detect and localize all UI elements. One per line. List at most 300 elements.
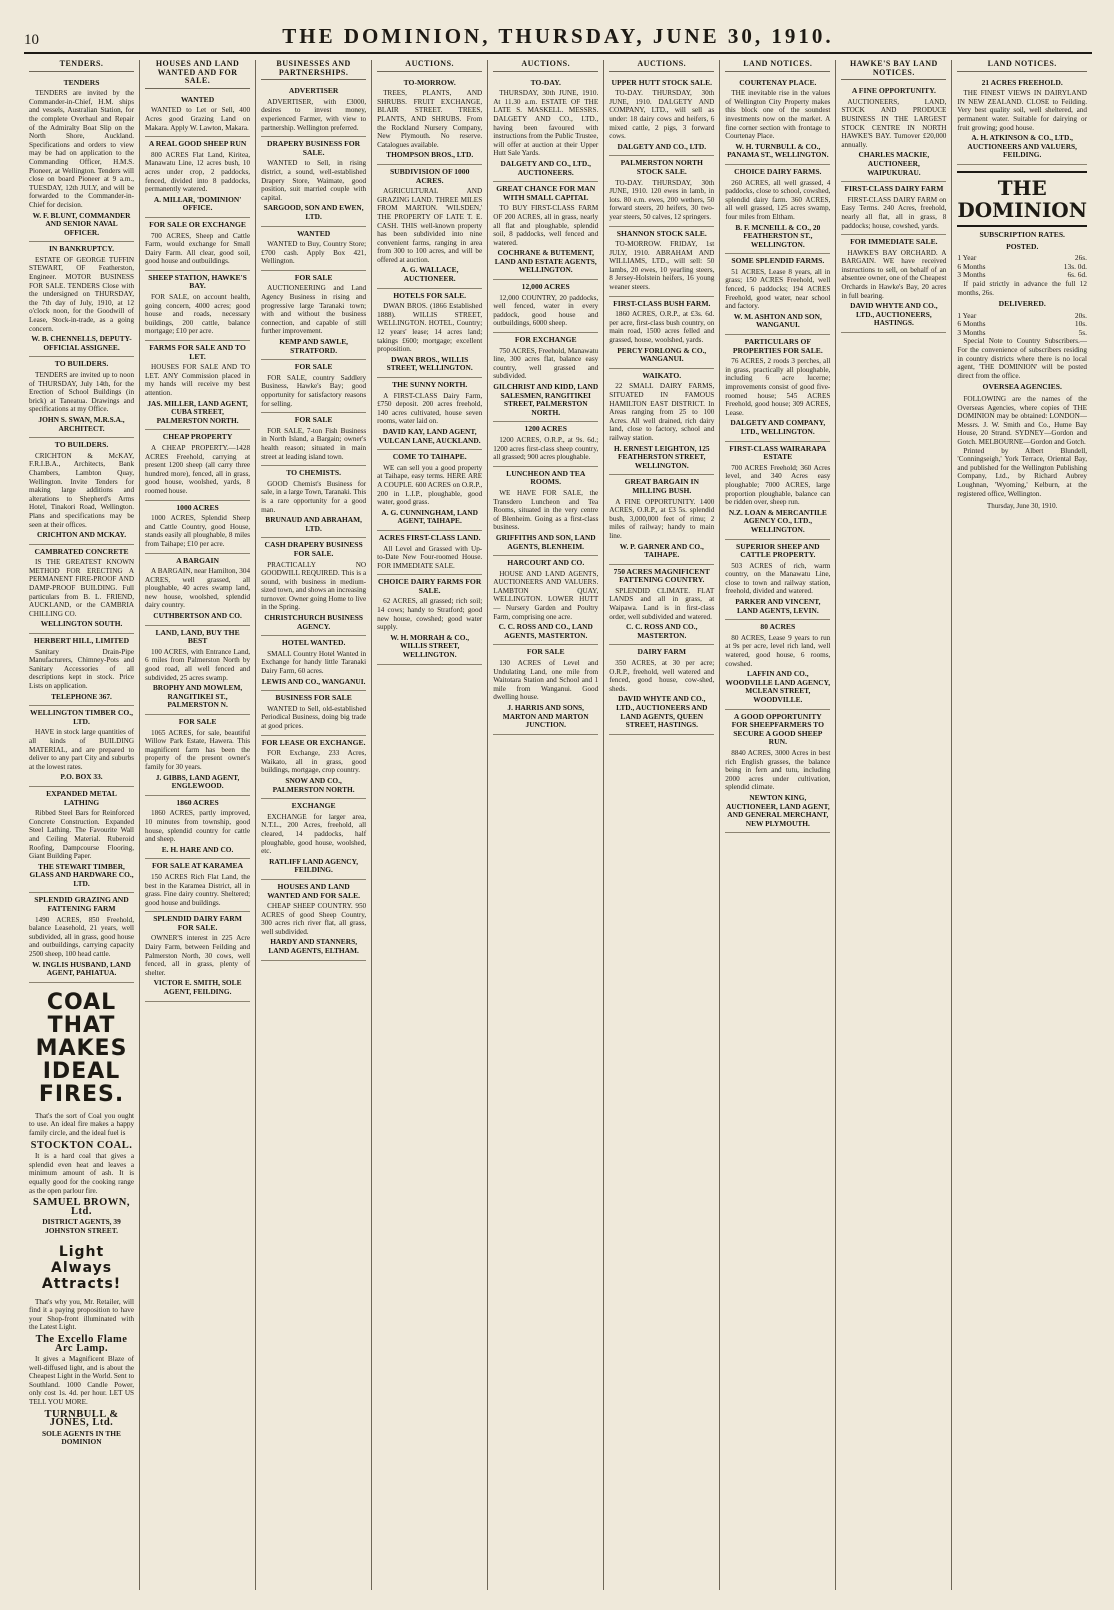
ad-signature: VICTOR E. SMITH, SOLE AGENT, FEILDING. <box>153 978 242 997</box>
ad-body: 22 SMALL DAIRY FARMS, SITUATED IN FAMOUS HAMILTON EAST DISTRICT. In Areas ranging from 25 to 100 Acres. All well drained, rich dairy land, close to factory, school and railway station. <box>609 382 715 442</box>
overseas-label: OVERSEA AGENCIES. <box>982 382 1062 392</box>
ad-title: GREAT BARGAIN IN MILLING BUSH. <box>624 477 699 495</box>
advertisement <box>493 467 598 556</box>
advertisement <box>609 156 714 226</box>
section-heading: BUSINESSES AND PARTNERSHIPS. <box>261 60 366 80</box>
advertisement <box>261 227 366 271</box>
advertisement <box>377 165 482 289</box>
advertisement <box>261 636 366 691</box>
ad-body: 700 ACRES, Sheep and Cattle Farm, would exchange for Small Dairy Farm. All clear, good soil, good house and outbuildings. <box>145 231 251 266</box>
ad-signature: B. F. MCNEILL & CO., 20 FEATHERSTON ST., WELLINGTON. <box>735 222 821 249</box>
advertisement <box>261 360 366 413</box>
ad-title: LAND, LAND, BUY THE BEST <box>155 627 240 646</box>
coal-body: That's the sort of Coal you ought to use. An ideal fire makes a happy family circle, and the ideal fuel is <box>29 1111 135 1137</box>
advertisement <box>145 912 250 1001</box>
ad-signature: A. H. ATKINSON & CO., LTD., AUCTIONEERS AND VALUERS, FEILDING. <box>967 133 1077 160</box>
ad-body: CRICHTON & McKAY, F.R.I.B.A., Architects, Bank Chambers, Lambton Quay, Wellington. Invite Tenders for making large additions and alterations to Shepherd's Arms Hotel, Tinakori Road, Wellington. Plans and specifications may be seen at their offices. <box>29 451 135 529</box>
ad-body: 260 ACRES, all well grassed, 4 paddocks, close to school, cowshed, splendid dairy farm. 360 ACRES, all well grassed, 125 acres swamp, four miles from Eltham. <box>725 178 831 221</box>
advertisement <box>29 787 134 894</box>
ad-body: FOR Exchange, 233 Acres, Waikato, all in grass, good buildings, mortgage, crop country. <box>261 749 367 775</box>
rate-price: 6s. 6d. <box>1067 270 1087 280</box>
advertisement <box>145 430 250 500</box>
ad-body: HAVE in stock large quantities of all kinds of BUILDING MATERIAL, and are prepared to deliver to any part City and suburbs at the lowest rates. <box>29 728 135 771</box>
ad-signature: LAFFIN AND CO., WOODVILLE LAND AGENCY, MCLEAN STREET, WOODVILLE. <box>725 669 831 704</box>
ad-body: A BARGAIN, near Hamilton, 304 ACRES, well grassed, all ploughable, 40 acres swamp land, new house, woolshed, splendid dairy country. <box>145 567 251 610</box>
ad-title: SPLENDID GRAZING AND FATTENING FARM <box>34 895 129 914</box>
advertisement <box>609 475 714 564</box>
advertisement <box>145 859 250 912</box>
ad-signature: BRUNAUD AND ABRAHAM, LTD. <box>265 515 362 533</box>
rate-price: 5s. <box>1078 327 1087 337</box>
ad-signature: A. G. CUNNINGHAM, LAND AGENT, TAIHAPE. <box>381 507 478 526</box>
ad-signature: W. B. CHENNELLS, DEPUTY-OFFICIAL ASSIGNEE. <box>31 334 132 352</box>
ad-signature: DAVID WHYTE AND CO., LTD., AUCTIONEERS, HASTINGS. <box>850 301 938 328</box>
ad-body: 800 ACRES Flat Land, Kiritea, Manawatu Line, 12 acres bush, 10 acres under crop, 2 paddocks, fenced, divided into 8 paddocks, permanently watered. <box>145 150 251 194</box>
ad-title: 21 ACRES FREEHOLD. <box>981 77 1063 87</box>
ad-title: CHOICE DAIRY FARMS FOR SALE. <box>378 577 482 595</box>
ad-title: A FINE OPPORTUNITY. <box>851 86 936 96</box>
light-seller-sub: SOLE AGENTS IN THE DOMINION <box>42 1428 121 1447</box>
ad-signature: W. P. GARNER AND CO., TAIHAPE. <box>619 541 704 560</box>
ad-title: FARMS FOR SALE AND TO LET. <box>149 343 246 361</box>
ad-title: TO BUILDERS. <box>54 440 109 450</box>
coal-brand: STOCKTON COAL. <box>30 1139 133 1151</box>
ad-body: TO-DAY. THURSDAY, 30th JUNE, 1910. DALGETY AND COMPANY, LTD., will sell as under: 18 dairy cows and heifers, 6 mixed cattle, 2 pigs, 3 forward cows. <box>609 89 715 141</box>
advertisement <box>609 76 714 157</box>
ad-signature: GRIFFITHS AND SON, LAND AGENTS, BLENHEIM. <box>495 532 596 551</box>
ad-body: ESTATE OF GEORGE TUFFIN STEWART, OF Featherston, Engineer. MOTOR BUSINESS FOR SALE. TENDERS Close with the undersigned on THURSDAY, the 7th day of July, 1910, at 12 o'clock noon, for the Goodwill of Lease, Stock-in-trade, as a going concern. <box>29 255 135 333</box>
subscription-masthead: THE DOMINION <box>957 171 1087 227</box>
column-1 <box>24 60 140 1590</box>
ad-title: EXCHANGE <box>291 801 336 811</box>
advertisement <box>609 369 714 476</box>
advertisement <box>493 422 598 466</box>
ad-signature: H. ERNEST LEIGHTON, 125 FEATHERSTON STREET, WELLINGTON. <box>613 443 710 470</box>
ad-body: 503 ACRES of rich, warm country, on the Manawatu Line, close to town and railway station, freehold, divided and watered. <box>725 561 831 596</box>
ad-title: 1000 ACRES <box>176 502 219 512</box>
ad-title: WAIKATO. <box>642 370 682 380</box>
ad-title: FOR SALE <box>294 362 333 372</box>
column-7 <box>720 60 836 1590</box>
ad-title: 750 ACRES MAGNIFICENT FATTENING COUNTRY. <box>613 566 710 585</box>
ad-title: FOR IMMEDIATE SALE. <box>850 237 938 247</box>
advertisement <box>261 799 366 880</box>
ad-title: FIRST-CLASS WAIRARAPA ESTATE <box>729 443 827 462</box>
page-number: 10 <box>24 32 39 48</box>
ad-body: 150 ACRES Rich Flat Land, the best in the Karamea District, all in grass. Fine dairy country. Sheltered; good house and buildings. <box>145 872 251 907</box>
delivered-label: DELIVERED. <box>998 299 1046 309</box>
ad-title: A REAL GOOD SHEEP RUN <box>148 139 247 149</box>
ad-body: 350 ACRES, at 30 per acre; O.R.P., freehold, well watered and fenced, good house, cow-shed, sheds. <box>609 659 715 693</box>
ad-body: FOR SALE, on account health, going concern, 4000 acres; good house and roads, necessary buildings, 200 cattle, balance mortgage; £10 per acre. <box>145 293 251 336</box>
ad-title: TO-MORROW. <box>403 77 456 87</box>
ad-title: COURTENAY PLACE. <box>739 77 817 87</box>
ad-signature: PERCY FORLONG & CO., WANGANUI. <box>617 345 707 364</box>
section-heading: TENDERS. <box>29 60 134 72</box>
ad-body: THE FINEST VIEWS IN DAIRYLAND IN NEW ZEALAND. CLOSE to Feilding. Very best quality soil, well sheltered, and permanent water. Suitable for dairying or fruit growing; good house. <box>957 89 1087 132</box>
advertisement <box>725 335 830 442</box>
ad-title: FIRST-CLASS DAIRY FARM <box>844 184 944 194</box>
advertisement <box>725 76 830 165</box>
advertisement <box>493 645 598 734</box>
column-8 <box>836 60 952 1590</box>
ad-body: 76 ACRES, 2 roods 3 perches, all in grass, practically all ploughable, including 6 acre lucerne; improvements consist of good five-roomed house; 545 ACRES Freehold, good house; 309 ACRES, Lease. <box>725 357 831 417</box>
ad-title: EXPANDED METAL LATHING <box>46 788 117 807</box>
ad-signature: N.Z. LOAN & MERCANTILE AGENCY CO., LTD., WELLINGTON. <box>728 507 827 534</box>
ad-body: A CHEAP PROPERTY.—1428 ACRES Freehold, carrying at present 1200 sheep (all carry three hundred more), fenced, all in grass, good house, woolshed, yards, 8 roomed house. <box>145 443 251 495</box>
ad-signature: P.O. BOX 33. <box>60 772 103 782</box>
ad-body: HOUSE AND LAND AGENTS, AUCTIONEERS AND VALUERS. LAMBTON QUAY, WELLINGTON. LOWER HUTT — Nursery Garden and Poultry Farm, comprising one acre. <box>493 569 599 621</box>
ad-body: TENDERS are invited up to noon of THURSDAY, July 14th, for the Erection of School Buildings (in brick) at Taneatua. Drawings and specifications at my Office. <box>29 371 135 414</box>
advertisement <box>261 880 366 961</box>
column-5 <box>488 60 604 1590</box>
ad-title: CAMBRATED CONCRETE <box>34 546 129 556</box>
ad-body: A FINE OPPORTUNITY. 1400 ACRES, O.R.P., at £3 5s. splendid bush, 3,000,000 feet of rimu; 2 miles of railway; handy to main line. <box>609 497 715 540</box>
section-heading: AUCTIONS. <box>377 60 482 72</box>
ad-body: All Level and Grassed with Up-to-Date New Four-roomed House. FOR IMMEDIATE SALE. <box>377 544 483 570</box>
ad-signature: THE STEWART TIMBER, GLASS AND HARDWARE CO., LTD. <box>29 861 134 888</box>
rate-period: 6 Months <box>957 261 986 271</box>
ad-body: SMALL Country Hotel Wanted in Exchange for handy little Taranaki Dairy Farm, 60 acres. <box>261 649 367 676</box>
ad-signature: SNOW AND CO., PALMERSTON NORTH. <box>272 775 355 794</box>
ad-title: PALMERSTON NORTH STOCK SALE. <box>620 158 703 176</box>
advertisement <box>609 565 714 646</box>
ad-signature: DAVID KAY, LAND AGENT, VULCAN LANE, AUCKLAND. <box>378 426 481 445</box>
light-seller: TURNBULL & JONES, Ltd. <box>44 1408 119 1429</box>
column-6 <box>604 60 720 1590</box>
overseas-agencies: FOLLOWING are the names of the Overseas Agencies, where copies of THE DOMINION may be obtained: LONDON—Messrs. J. W. Smith and Co., Hume Bay House, 20 Strand. SYDNEY—Gordon and Gotch. MELBOURNE—Gordon and Gotch. <box>957 395 1087 446</box>
ad-signature: NEWTON KING, AUCTIONEER, LAND AGENT, AND GENERAL MERCHANT, NEW PLYMOUTH. <box>725 792 830 828</box>
advertisement <box>145 341 250 430</box>
advertisement <box>725 540 830 621</box>
ad-signature: DALGETY AND COMPANY, LTD., WELLINGTON. <box>730 418 826 436</box>
light-headline: Light Always Attracts! <box>41 1243 122 1292</box>
rate-period: 1 Year <box>957 253 977 263</box>
ad-title: FOR LEASE OR EXCHANGE. <box>261 737 366 747</box>
advertisement <box>841 182 946 235</box>
ad-title: FOR SALE <box>178 717 217 726</box>
subscription-subtitle: SUBSCRIPTION RATES. <box>979 229 1065 239</box>
section-heading: LAND NOTICES. <box>957 60 1087 72</box>
coal-body-2: It is a hard coal that gives a splendid even heat and leaves a minimum amount of ash. It is equally good for the cooking range as the open parlour fire. <box>29 1152 135 1195</box>
ad-title: SUBDIVISION OF 1000 ACRES. <box>389 166 470 185</box>
advertisement <box>261 466 366 538</box>
ad-body: HAWKE'S BAY ORCHARD. A BARGAIN. WE have received instructions to sell, on behalf of an absentee owner, one of the Cheapest Orchards in Hawke's Bay, 20 acres in full bearing. <box>841 248 947 300</box>
ad-title: WANTED <box>180 94 215 104</box>
ad-title: SHEEP STATION, HAWKE'S BAY. <box>148 272 247 291</box>
masthead-title: THE DOMINION, THURSDAY, JUNE 30, 1910. <box>282 24 834 48</box>
ad-signature: W. H. TURNBULL & CO., PANAMA ST., WELLINGTON. <box>727 141 829 160</box>
advertisement <box>609 297 714 369</box>
coal-seller: SAMUEL BROWN, Ltd. <box>33 1197 130 1217</box>
ad-signature: W. M. ASHTON AND SON, WANGANUI. <box>733 311 822 330</box>
ad-signature: DWAN BROS., WILLIS STREET, WELLINGTON. <box>386 354 473 373</box>
ad-body: WE can sell you a good property at Taihape, easy terms. HERE ARE A COUPLE. 600 ACRES on O.R.P., 200 in L.I.P., ploughable, good water, good grass. <box>377 463 483 507</box>
ad-body: EXCHANGE for larger area, N.T.L., 200 Acres, freehold, all cleared, 14 paddocks, half ploughable, good house, woolshed, etc. <box>261 812 367 856</box>
ad-body: WANTED to Let or Sell, 400 Acres good Grazing Land on Makara. Apply W. Lawton, Makara. <box>145 106 251 132</box>
ad-body: WANTED to Sell, in rising district, a sound, well-established Drapery Store, Waimate, good position, suit married couple with capital. <box>261 159 367 202</box>
ad-title: FOR SALE <box>294 415 333 425</box>
ad-signature: DALGETY AND CO., LTD. <box>617 141 707 151</box>
advertisement <box>493 280 598 333</box>
posted-label: POSTED. <box>1006 241 1039 251</box>
ad-title: 12,000 ACRES <box>521 282 570 292</box>
light-body: That's why you, Mr. Retailer, will find it a paying proposition to have your Shop-front illuminated with the Latest Light. <box>29 1297 135 1332</box>
ad-body: SPLENDID CLIMATE. FLAT LANDS and all in grass, at Waipawa. Land is in first-class order, well subdivided and watered. <box>609 586 715 621</box>
ad-signature: TELEPHONE 367. <box>51 691 112 701</box>
ad-body: 1065 ACRES, for sale, beautiful Willow Park Estate, Hawera. This magnificent farm has been the property of the present owner's family for 30 years. <box>145 728 251 771</box>
advertisement <box>377 450 482 531</box>
advertisement <box>957 76 1087 165</box>
ad-title: FOR SALE AT KARAMEA <box>152 861 244 871</box>
coal-headline: COAL THAT MAKES IDEAL FIRES. <box>35 989 128 1107</box>
ad-signature: JOHN S. SWAN, M.R.S.A., ARCHITECT. <box>38 414 125 433</box>
ad-body: Ribbed Steel Bars for Reinforced Concrete Construction. Expanded Steel Lathing. The Favourite Wall and Ceiling Material. Ruberoid Roofing, Dampcourse Flooring, Giant Building Paper. <box>29 809 135 861</box>
ad-body: FIRST-CLASS DAIRY FARM on Easy Terms. 240 Acres, freehold, nearly all flat, all in grass, 8 paddocks; house, cowshed, yards. <box>841 195 947 230</box>
advertisement <box>377 289 482 378</box>
ad-body: AUCTIONEERS, LAND, STOCK AND PRODUCE BUSINESS IN THE LARGEST STOCK CENTRE IN NORTH HAWKE'S BAY. Turnover £20,000 annually. <box>841 97 947 149</box>
ad-body: OWNER'S interest in 225 Acre Dairy Farm, between Feilding and Palmerston North, 30 cows, well fenced, all in grass, plenty of shelter. <box>145 934 251 977</box>
ad-body: WANTED to Buy, Country Store; £700 cash. Apply Box 421, Wellington. <box>261 240 367 266</box>
country-note: Special Note to Country Subscribers.—For the convenience of subscribers residing in country districts where there is no local agent, 'THE DOMINION' will be posted direct from the office. <box>957 337 1087 380</box>
ad-title: SOME SPLENDID FARMS. <box>731 256 825 266</box>
ad-signature: W. INGLIS HUSBAND, LAND AGENT, PAHIATUA. <box>32 959 131 978</box>
ad-body: 1490 ACRES, 850 Freehold, balance Leasehold, 21 years, well subdivided, all in grass, good house and outbuildings, carrying capacity 2500 sheep, 100 head cattle. <box>29 915 135 959</box>
advertisement <box>261 84 366 137</box>
advertisement <box>725 165 830 254</box>
ad-body: IS THE GREATEST KNOWN METHOD FOR ERECTING A PERMANENT FIRE-PROOF AND DAMP-PROOF BUILDING. Full particulars from B. L. FRIEND, AUCKLAND, or the CAMBRIA CHILLING CO. <box>29 558 135 618</box>
ad-body: WE HAVE FOR SALE, the Transdero Luncheon and Tea Rooms, situated in the very centre of Blenheim. Going as a first-class business. <box>493 488 599 532</box>
advertisement <box>145 218 250 271</box>
ad-body: CHEAP SHEEP COUNTRY. 950 ACRES of good Sheep Country, 300 acres rich river flat, all grass, well subdivided. <box>261 902 367 936</box>
ad-body: 1860 ACRES, partly improved, 10 minutes from township, good house, splendid country for cattle and sheep. <box>145 809 251 844</box>
rate-period: 3 Months <box>957 327 986 337</box>
ad-body: TENDERS are invited by the Commander-in-Chief, H.M. ships and vessels, Australian Station, for the complete Overhaul and Repair of the Admiralty Boat Slip on the North Shore, Auckland. Specifications and orders to view may be had on application to the Commanding Officer, H.M.S. Pioneer, at Wellington. Tenders will close on board Pioneer at 9 a.m., TUESDAY, 12th JULY, and will be forwarded to the Commander-in-Chief for decision. <box>29 89 135 209</box>
ad-body: THURSDAY, 30th JUNE, 1910. At 11.30 a.m. ESTATE OF THE LATE S. MASKELL. MESSRS. DALGETY AND CO., LTD., having been favoured with instructions from the Public Trustee, will offer at auction at their Upper Hutt Sale Yards. <box>493 89 599 158</box>
ad-title: 1200 ACRES <box>524 424 567 434</box>
ad-body: A FIRST-CLASS Dairy Farm, £750 deposit. 200 acres freehold, 140 acres cultivated, house seven rooms, water laid on. <box>377 391 483 426</box>
section-heading: AUCTIONS. <box>609 60 714 72</box>
printer-imprint: Printed by Albert Blundell, 'Conningseigh,' York Terrace, Oriental Bay, and published for the Wellington Publishing Company, Ltd., by Richard Aubrey Loughnan, 'Wyoming,' Kelburn, at the registered office, Wellington. <box>957 446 1087 498</box>
rate-row <box>957 329 1087 338</box>
advertisement <box>377 575 482 664</box>
ad-title: HERBERT HILL, LIMITED <box>33 636 130 646</box>
advertisement <box>145 137 250 218</box>
ad-signature: A. G. WALLACE, AUCTIONEER. <box>400 265 459 284</box>
ad-signature: CHARLES MACKIE, AUCTIONEER, WAIPUKURAU. <box>858 150 930 177</box>
ad-signature: CUTHBERTSON AND CO. <box>153 611 242 621</box>
ad-title: CHOICE DAIRY FARMS. <box>734 166 822 176</box>
ad-signature: SARGOOD, SON AND EWEN, LTD. <box>263 203 364 221</box>
advertisement <box>145 626 250 715</box>
ad-signature: KEMP AND SAWLE, STRATFORD. <box>279 337 349 355</box>
ad-title: CASH DRAPERY BUSINESS FOR SALE. <box>264 540 363 558</box>
ad-body: 62 ACRES, all grassed; rich soil; 14 cows; handy to Stratford; good new house, cowshed; good water supply. <box>377 597 483 632</box>
ad-title: FOR SALE <box>294 272 333 282</box>
advertisement <box>609 645 714 734</box>
section-heading: HOUSES AND LAND WANTED AND FOR SALE. <box>145 60 250 89</box>
ad-body: HOUSES FOR SALE AND TO LET. ANY Commission placed in my hands will receive my best attention. <box>145 363 251 397</box>
ad-title: HOTELS FOR SALE. <box>393 290 467 300</box>
ad-title: UPPER HUTT STOCK SALE. <box>611 77 713 87</box>
ad-title: TO CHEMISTS. <box>286 468 341 478</box>
advertisement <box>29 893 134 982</box>
rate-row <box>957 271 1087 280</box>
ad-signature: DAVID WHYTE AND CO., LTD., AUCTIONEERS AND LAND AGENTS, QUEEN STREET, HASTINGS. <box>616 694 708 730</box>
rate-price: 26s. <box>1074 253 1087 263</box>
advertisement <box>145 554 250 626</box>
advertisement <box>29 242 134 357</box>
advertisement <box>145 796 250 860</box>
ad-signature: CHRISTCHURCH BUSINESS AGENCY. <box>264 613 363 631</box>
ad-title: FIRST-CLASS BUSH FARM. <box>613 298 711 308</box>
ad-signature: J. HARRIS AND SONS, MARTON AND MARTON JUNCTION. <box>502 703 589 730</box>
ad-title: HARCOURT AND CO. <box>507 558 585 568</box>
ad-signature: BROPHY AND MOWLEM, RANGITIKEI ST., PALMERSTON N. <box>152 683 243 710</box>
advertisement <box>29 76 134 243</box>
ad-signature: WELLINGTON SOUTH. <box>40 619 123 629</box>
ad-body: PRACTICALLY NO GOODWILL REQUIRED. This is a sound, with business in medium-sized town, and shows an increasing turnover. Owner going Home to live in the Spring. <box>261 560 367 612</box>
ad-title: COME TO TAIHAPE. <box>392 452 467 462</box>
ad-title: FOR SALE <box>526 647 565 657</box>
rate-price: 10s. <box>1074 319 1087 329</box>
ad-title: CHEAP PROPERTY <box>162 432 233 442</box>
ad-body: THE inevitable rise in the values of Wellington City Property makes this block one of the soundest investments now on the market. A fine corner section with frontage to Courtenay Place. <box>725 89 831 141</box>
ad-signature: A. MILLAR, 'DOMINION' OFFICE. <box>153 194 242 213</box>
advertisement <box>493 182 598 280</box>
advertisement <box>261 137 366 226</box>
column-9 <box>952 60 1092 1590</box>
ad-signature: DALGETY AND CO., LTD., AUCTIONEERS. <box>500 158 591 177</box>
ad-signature: RATLIFF LAND AGENCY, FEILDING. <box>269 856 359 875</box>
ad-body: ADVERTISER, with £3000, desires to invest money, experienced Farmer, with view to partnership. Wellington preferred. <box>261 97 367 132</box>
column-4 <box>372 60 488 1590</box>
ad-body: FOR SALE, country Saddlery Business, Hawke's Bay; good opportunity for satisfactory reasons for selling. <box>261 373 367 408</box>
ad-title: SHANNON STOCK SALE. <box>616 228 707 238</box>
ad-body: 750 ACRES, Freehold, Manawatu line, 300 acres flat, balance easy country, well grassed and subdivided. <box>493 346 599 381</box>
ad-body: GOOD Chemist's Business for sale, in a large Town, Taranaki. This is a rare opportunity for a good man. <box>261 479 367 514</box>
ad-title: GREAT CHANCE FOR MAN WITH SMALL CAPITAL <box>496 184 596 202</box>
ad-body: AUCTIONEERING and Land Agency Business in rising and progressive large Taranaki town; with and without the business connection, and capable of still further improvement. <box>261 284 367 336</box>
ad-signature: GILCHRIST AND KIDD, LAND SALESMEN, RANGITIKEI STREET, PALMERSTON NORTH. <box>493 382 599 417</box>
advertisement <box>493 333 598 422</box>
advertisement <box>841 235 946 333</box>
ad-title: ACRES FIRST-CLASS LAND. <box>378 532 481 542</box>
ad-title: ADVERTISER <box>288 86 339 96</box>
advertisement <box>145 271 250 341</box>
ad-signature: W. H. MORRAH & CO., WILLIS STREET, WELLINGTON. <box>390 632 470 660</box>
ad-title: TENDERS <box>63 77 100 87</box>
ad-body: 100 ACRES, with Entrance Land, 6 miles from Palmerston North by good road, all well fenced and subdivided, 25 acres swamp. <box>145 647 251 682</box>
ad-signature: COCHRANE & BUTEMENT, LAND AND ESTATE AGENTS, WELLINGTON. <box>494 248 597 275</box>
ad-title: LUNCHEON AND TEA ROOMS. <box>506 468 586 487</box>
ad-title: BUSINESS FOR SALE <box>275 693 352 703</box>
ad-signature: E. H. HARE AND CO. <box>161 844 234 854</box>
advertisement <box>725 710 830 834</box>
ad-body: 80 ACRES, Lease 9 years to run at 9s per acre, level rich land, well watered, good house, 6 rooms, cowshed. <box>725 633 831 668</box>
ad-title: HOUSES AND LAND WANTED AND FOR SALE. <box>267 881 361 900</box>
ad-title: WELLINGTON TIMBER CO., LTD. <box>29 708 134 726</box>
rate-period: 3 Months <box>957 270 986 280</box>
ad-title: HOTEL WANTED. <box>281 638 346 648</box>
ad-title: FOR SALE OR EXCHANGE <box>149 219 246 229</box>
ad-title: SPLENDID DAIRY FARM FOR SALE. <box>153 914 242 932</box>
advertisement <box>261 736 366 800</box>
ad-title: FOR EXCHANGE <box>514 335 577 345</box>
ad-title: PARTICULARS OF PROPERTIES FOR SALE. <box>732 337 823 355</box>
ad-title: SUPERIOR SHEEP AND CATTLE PROPERTY. <box>736 541 820 560</box>
advertisement <box>725 620 830 709</box>
ad-body: 130 ACRES of Level and Undulating Land, one mile from Waitotara Station and School and 1 mile from Wanganui. Good dwelling house. <box>493 659 599 702</box>
ad-body: TO BUY FIRST-CLASS FARM OF 200 ACRES, all in grass, nearly all flat and ploughable, splendid soil, 8 paddocks, well fenced and watered. <box>493 204 599 247</box>
advertisement <box>377 378 482 450</box>
advertisement <box>145 93 250 137</box>
rate-price: 20s. <box>1074 310 1087 320</box>
ad-body: 700 ACRES Freehold; 360 Acres level, and 340 Acres easy ploughable; 7000 ACRES, large proportion ploughable, balance can be ridden over, sheep run. <box>725 463 831 507</box>
ad-body: 1000 ACRES, Splendid Sheep and Cattle Country, good House, stands easily all ploughable, 8 miles from Taihape; £10 per acre. <box>145 514 251 548</box>
ad-body: FOR SALE, 7-ton Fish Business in North Island, a Bargain; owner's health reason; situated in main street at leading island town. <box>261 426 367 461</box>
ad-signature: LEWIS AND CO., WANGANUI. <box>261 676 366 686</box>
ad-body: TO-MORROW. FRIDAY, 1st JULY, 1910. ABRAHAM AND WILLIAMS, LTD., will sell: 50 lambs, 20 ewes, 10 yearling steers, 8 Jersey-Holstein heifers, 16 young weaner steers. <box>609 240 715 292</box>
advertisement <box>145 501 250 554</box>
ad-signature: C. C. ROSS AND CO., MASTERTON. <box>626 622 698 640</box>
ad-title: 80 ACRES <box>760 622 796 632</box>
ad-signature: PARKER AND VINCENT, LAND AGENTS, LEVIN. <box>735 597 821 615</box>
ad-body: TO-DAY. THURSDAY, 30th JUNE, 1910. 120 ewes in lamb, in lots. 80 e.m. ewes, 200 wethers, 50 forward steers, 20 heifers, 30 two-year steers, 50 calves, 12 springers. <box>609 178 715 221</box>
ad-body: WANTED to Sell, old-established Periodical Business, doing big trade at good prices. <box>261 704 367 730</box>
advertisement <box>493 76 598 183</box>
rate-period: 6 Months <box>957 319 986 329</box>
ad-body: 51 ACRES, Lease 8 years, all in grass; 150 ACRES Freehold, well fenced, 6 paddocks; 194 ACRES Freehold, good water, near school and factory. <box>725 267 831 311</box>
advertisement <box>29 438 134 545</box>
column-2 <box>140 60 256 1590</box>
ad-title: IN BANKRUPTCY. <box>48 244 115 254</box>
advertisement <box>145 715 250 796</box>
ad-title: TO BUILDERS. <box>54 359 109 369</box>
advertisement <box>261 538 366 636</box>
ad-title: 1860 ACRES <box>176 797 219 807</box>
ad-signature: HARDY AND STANNERS, LAND AGENTS, ELTHAM. <box>268 937 359 956</box>
advertisement <box>29 634 134 706</box>
advertisement <box>29 357 134 438</box>
ad-title: THE SUNNY NORTH. <box>392 380 468 389</box>
ad-body: TREES, PLANTS, AND SHRUBS. FRUIT EXCHANGE, BLAIR STREET. TREES, PLANTS, AND SHRUBS. From the Rockland Nursery Company, New Plymouth. No reserve. Catalogues available. <box>377 89 483 149</box>
rate-period: 1 Year <box>957 310 977 320</box>
masthead <box>24 26 1092 54</box>
ad-signature: J. GIBBS, LAND AGENT, ENGLEWOOD. <box>155 772 240 791</box>
advertisement <box>493 556 598 645</box>
ad-body: AGRICULTURAL AND GRAZING LAND. THREE MILES FROM MARTON. 'WILSDEN,' THE PROPERTY OF LATE T. E. CASH. THIS well-known property has been subdivided into nine convenient farms, ranging in area from 300 to 100 acres, and will be offered at auction. <box>377 187 483 264</box>
coal-seller-sub: DISTRICT AGENTS, 39 JOHNSTON STREET. <box>42 1217 121 1235</box>
advertisement <box>261 691 366 735</box>
advertisement <box>29 545 134 634</box>
advertisement <box>377 531 482 575</box>
ad-title: A GOOD OPPORTUNITY FOR SHEEPFARMERS TO SECURE A GOOD SHEEP RUN. <box>731 711 825 747</box>
section-heading: LAND NOTICES. <box>725 60 830 72</box>
ad-signature: THOMPSON BROS., LTD. <box>386 150 474 160</box>
section-heading: HAWKE'S BAY LAND NOTICES. <box>841 60 946 80</box>
ad-title: TO-DAY. <box>530 77 561 87</box>
ad-body: DWAN BROS. (1866 Established 1888). WILLIS STREET, WELLINGTON. HOTEL, Country; 12 years' lease; 14 acres land; takings £600; mortgage; excellent proposition. <box>377 302 483 354</box>
section-heading: AUCTIONS. <box>493 60 598 72</box>
ad-title: DAIRY FARM <box>637 647 686 657</box>
ad-body: 1860 ACRES, O.R.P., at £3s. 6d. per acre, first-class bush country, on main road, 1500 acres felled and grassed, house, woolshed, yards. <box>609 310 715 345</box>
imprint-date: Thursday, June 30, 1910. <box>987 502 1058 511</box>
ad-body: 12,000 COUNTRY, 20 paddocks, well fenced, water in every paddock, good house and outbuildings, 6000 sheep. <box>493 293 599 328</box>
ad-body: 1200 ACRES, O.R.P., at 9s. 6d.; 1200 acres first-class sheep country, all grassed; 900 acres ploughable. <box>493 435 599 462</box>
ad-signature: C. C. ROSS AND CO., LAND AGENTS, MASTERTON. <box>498 622 593 640</box>
advertisement <box>261 271 366 360</box>
